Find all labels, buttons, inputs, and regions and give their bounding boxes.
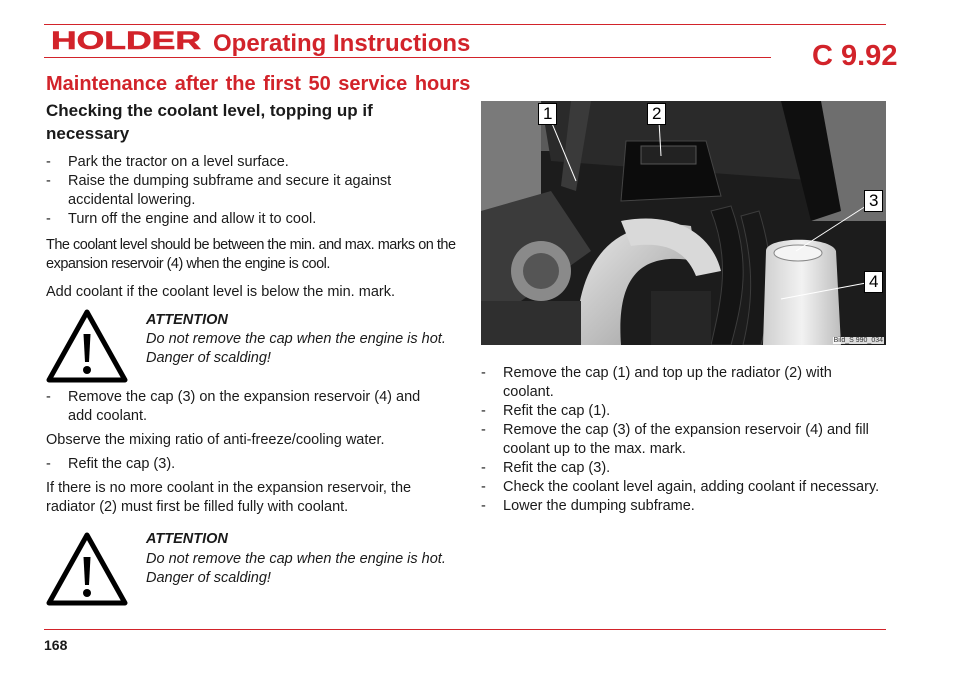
attention-title: ATTENTION: [146, 312, 228, 328]
list-dash: -: [481, 365, 486, 381]
list-dash: -: [481, 403, 486, 419]
page-number: 168: [44, 637, 68, 653]
list-item: [46, 153, 454, 172]
paragraph-no-coolant: If there is no more coolant in the expansion reservoir, the radiator (2) must first be filled fully with coolant.: [46, 480, 412, 515]
attention-text: Do not remove the cap when the engine is hot. Danger of scalding!: [146, 551, 446, 586]
sub-title: Checking the coolant level, topping up if necessary: [46, 101, 373, 143]
list-dash: -: [46, 154, 51, 170]
photo-label-2: 2: [647, 103, 666, 125]
engine-compartment-photo: [481, 101, 886, 345]
list-item-text: Lower the dumping subframe.: [503, 498, 695, 514]
warning-triangle-icon: [45, 308, 129, 384]
paragraph-mixing-ratio: Observe the mixing ratio of anti-freeze/cooling water.: [46, 432, 385, 448]
list-item: [481, 421, 886, 459]
list-item-text: Remove the cap (1) and top up the radiator (2) with coolant.: [503, 365, 832, 400]
list-dash: -: [46, 211, 51, 227]
paragraph-coolant-level: The coolant level should be between the min. and max. marks on the expansion reservoir (4) when the engine is cool.: [46, 237, 456, 272]
steps-list-1: [46, 153, 454, 229]
list-item-text: Remove the cap (3) of the expansion reservoir (4) and fill coolant up to the max. mark.: [503, 422, 869, 457]
page-code: C 9.92: [812, 40, 898, 72]
list-item: [46, 388, 446, 426]
header-top-rule: [44, 24, 886, 25]
svg-text:HOLDER: HOLDER: [51, 28, 201, 52]
list-item-text: Refit the cap (3).: [503, 460, 611, 476]
attention-title: ATTENTION: [146, 531, 228, 547]
list-dash: -: [481, 422, 486, 438]
photo-label-1: 1: [538, 103, 557, 125]
photo-label-3: 3: [864, 190, 883, 212]
list-item: [481, 402, 886, 421]
list-item: [46, 455, 446, 474]
list-item-text: Refit the cap (3).: [68, 456, 176, 472]
list-dash: -: [481, 479, 486, 495]
engine-photo-drawing: [481, 101, 886, 345]
list-item-text: Turn off the engine and allow it to cool.: [68, 211, 317, 227]
list-item: [481, 497, 886, 516]
list-dash: -: [46, 173, 51, 189]
header-underline: [44, 57, 771, 58]
list-dash: -: [46, 389, 51, 405]
warning-triangle-icon: [45, 531, 129, 607]
section-title: Maintenance after the first 50 service hours: [46, 73, 471, 95]
list-dash: -: [46, 456, 51, 472]
list-item-text: Raise the dumping subframe and secure it against accidental lowering.: [68, 173, 392, 208]
list-item-text: Park the tractor on a level surface.: [68, 154, 289, 170]
list-item-text: Remove the cap (3) on the expansion reservoir (4) and add coolant.: [68, 389, 421, 424]
steps-list-2: [46, 388, 446, 426]
attention-text: Do not remove the cap when the engine is hot. Danger of scalding!: [146, 331, 446, 366]
list-item: [46, 172, 454, 210]
list-item: [481, 478, 886, 497]
list-item: [481, 364, 886, 402]
list-dash: -: [481, 460, 486, 476]
header-title: Operating Instructions: [213, 30, 471, 57]
holder-logo: [51, 28, 201, 52]
list-dash: -: [481, 498, 486, 514]
list-item-text: Refit the cap (1).: [503, 403, 611, 419]
steps-list-3: [46, 455, 446, 474]
list-item: [481, 459, 886, 478]
paragraph-add-coolant: Add coolant if the coolant level is below the min. mark.: [46, 284, 395, 300]
steps-list-right: [481, 364, 886, 516]
footer-rule: [44, 629, 886, 630]
photo-label-4: 4: [864, 271, 883, 293]
list-item: [46, 210, 454, 229]
photo-caption: Bild_S 990_034: [833, 337, 883, 344]
list-item-text: Check the coolant level again, adding coolant if necessary.: [503, 479, 880, 495]
